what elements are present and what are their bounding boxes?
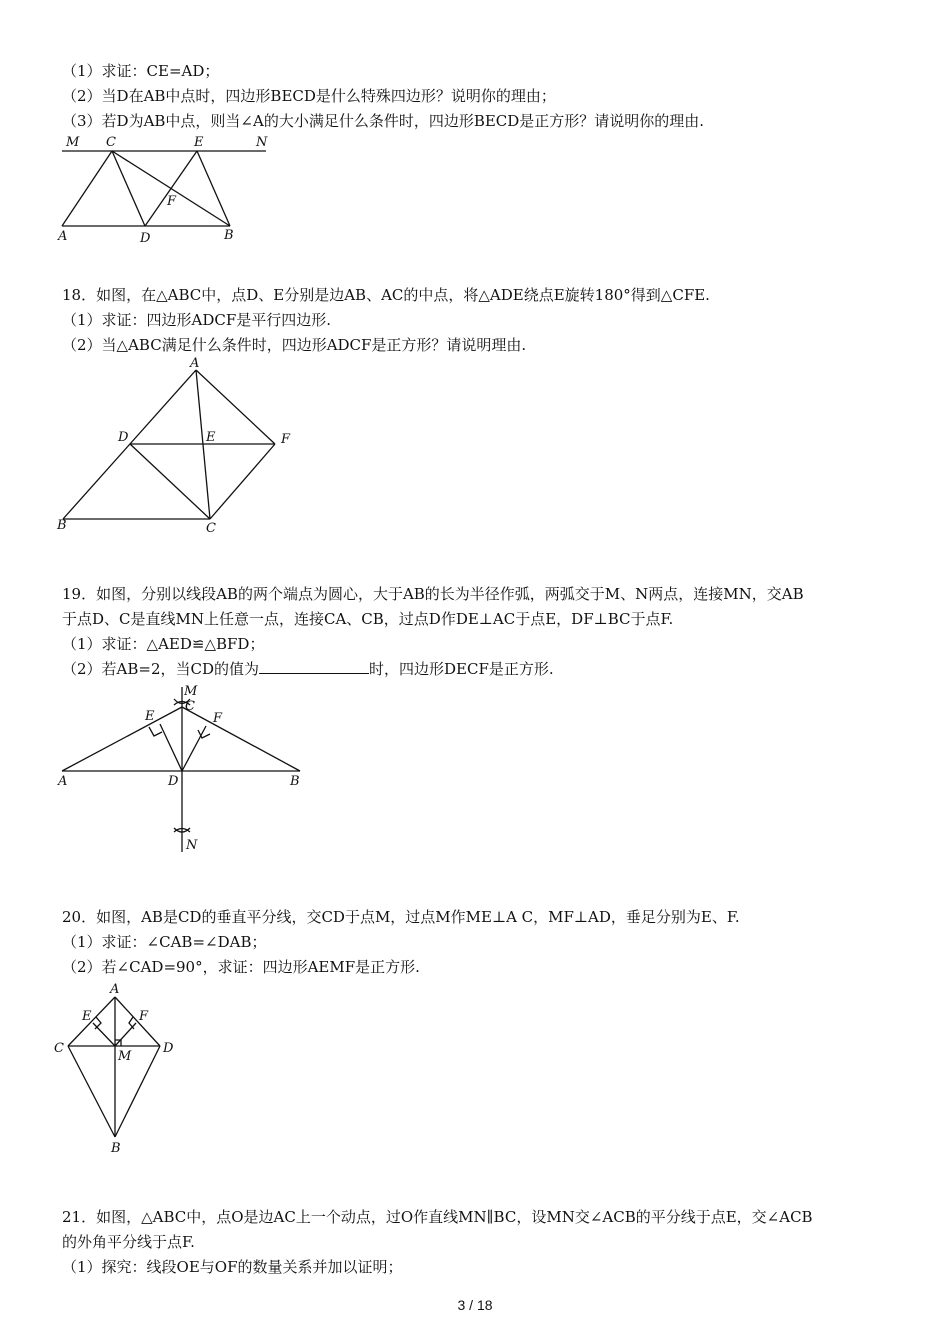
q19-stem-line1: 19．如图，分别以线段AB的两个端点为圆心，大于AB的长为半径作弧，两弧交于M、N两点，连接MN，交AB <box>62 585 804 603</box>
q18-part2: （2）当△ABC满足什么条件时，四边形ADCF是正方形？请说明理由. <box>62 336 527 354</box>
q19-label-d: D <box>168 774 179 789</box>
q19-label-e: E <box>145 709 155 724</box>
q19-part1: （1）求证：△AED≌△BFD； <box>62 635 265 653</box>
page-number: 3 / 18 <box>457 1297 493 1313</box>
q20-label-d: D <box>163 1041 174 1056</box>
q20-label-a: A <box>110 982 120 997</box>
q20-label-c: C <box>54 1041 64 1056</box>
q18-stem: 18．如图，在△ABC中，点D、E分别是边AB、AC的中点，将△ADE绕点E旋转180°得到△CFE. <box>62 286 710 304</box>
q20-label-m: M <box>118 1049 132 1064</box>
q17-label-n: N <box>256 135 268 150</box>
q20-label-e: E <box>82 1009 92 1024</box>
q17-label-e: E <box>194 135 204 150</box>
q17-label-a: A <box>58 229 68 244</box>
q21-stem-line2: 的外角平分线于点F. <box>62 1233 195 1251</box>
q17-part2: （2）当D在AB中点时，四边形BECD是什么特殊四边形？说明你的理由； <box>62 87 556 105</box>
q20-part1: （1）求证：∠CAB=∠DAB； <box>62 933 267 951</box>
q18-label-f: F <box>281 432 291 447</box>
q17-label-b: B <box>224 228 234 243</box>
q18-label-c: C <box>206 521 216 536</box>
q21-part1: （1）探究：线段OE与OF的数量关系并加以证明； <box>62 1258 403 1276</box>
q19-label-m: M <box>184 684 198 699</box>
q18-part1: （1）求证：四边形ADCF是平行四边形. <box>62 311 332 329</box>
q19-part2-after: 时，四边形DECF是正方形. <box>369 660 554 678</box>
q19-part2-before: （2）若AB=2，当CD的值为 <box>62 660 260 678</box>
q17-label-c: C <box>106 135 116 150</box>
q20-part2: （2）若∠CAD=90°，求证：四边形AEMF是正方形. <box>62 958 420 976</box>
q19-stem-line2: 于点D、C是直线MN上任意一点，连接CA、CB，过点D作DE⊥AC于点E，DF⊥BC于点F. <box>62 610 674 628</box>
q19-label-a: A <box>58 774 68 789</box>
q18-label-a: A <box>190 356 200 371</box>
q17-label-m: M <box>66 135 80 150</box>
q18-label-e: E <box>206 430 216 445</box>
q17-part1: （1）求证：CE=AD； <box>62 62 220 80</box>
q17-label-f: F <box>167 194 177 209</box>
q19-label-f: F <box>213 711 223 726</box>
q18-label-d: D <box>118 430 129 445</box>
q18-label-b: B <box>57 518 67 533</box>
q19-label-n: N <box>186 838 198 853</box>
q20-stem: 20．如图，AB是CD的垂直平分线，交CD于点M，过点M作ME⊥A C，MF⊥AD，垂足分别为E、F. <box>62 908 740 926</box>
q20-label-b: B <box>111 1141 121 1156</box>
q19-label-c: C <box>185 699 195 714</box>
q17-label-d: D <box>140 231 151 246</box>
q19-label-b: B <box>290 774 300 789</box>
q17-part3: （3）若D为AB中点，则当∠A的大小满足什么条件时，四边形BECD是正方形？请说明你的理由. <box>62 112 705 130</box>
q20-label-f: F <box>139 1009 149 1024</box>
q21-stem-line1: 21．如图，△ABC中，点O是边AC上一个动点，过O作直线MN∥BC，设MN交∠ACB的平分线于点E，交∠ACB <box>62 1208 813 1226</box>
